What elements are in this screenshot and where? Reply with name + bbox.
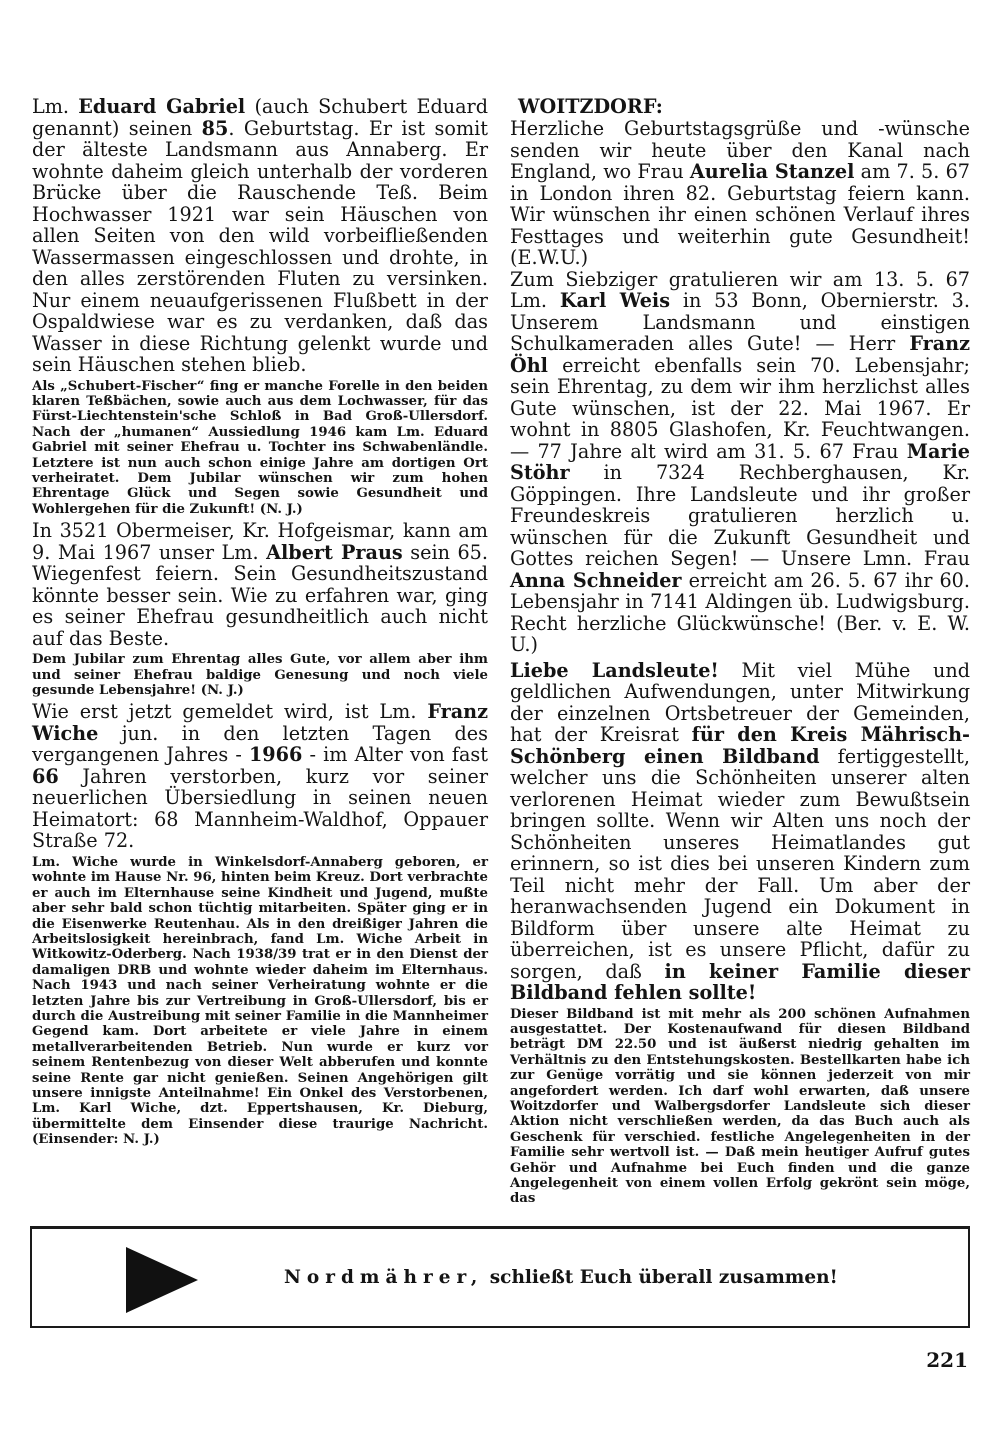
article-eduard-gabriel: Lm. Eduard Gabriel (auch Schubert Eduard genannt) seinen 85. Geburtstag. Er ist somit der älteste Landsmann aus Annaberg. Er wohnte daheim gleich unterhalb der vorderen Brücke über die Rauschende Teß. Beim Hochwasser 1921 war sein Häuschen von allen Seiten von den wild vorbeifließenden Wassermassen eingeschlossen und drohte, in den alles zerstörenden Fluten zu versinken. Nur einem neuaufgerissenen Flußbett in der Ospaldwiese war es zu verdanken, daß das Wasser in diese Richtung gelenkt wurde und sein Häuschen stehen blieb.: [32, 95, 488, 376]
note-bildband-details: Dieser Bildband ist mit mehr als 200 schönen Aufnahmen ausgestattet. Der Kostenaufwand für diesen Bildband beträgt DM 22.50 und ist äußerst niedrig gehalten im Verhältnis zu den Entstehungskosten. Bestellkarten habe ich zur Genüge vorrätig und sie können jederzeit von mir angefordert werden. Ich darf wohl erwarten, daß unsere Woitzdorfer und Walbergsdorfer Landsleute sich dieser Aktion nicht verschließen werden, da das Buch auch als Geschenk für verschied. festliche Angelegenheiten in der Familie sehr wertvoll ist. — Daß mein heutiger Aufruf gutes Gehör und Aufnahme bei Euch finden und die ganze Angelegenheit von einem vollen Erfolg gekrönt sein möge, das: [510, 1006, 970, 1207]
left-column: [32, 96, 488, 1151]
article-albert-praus: In 3521 Obermeiser, Kr. Hofgeismar, kann am 9. Mai 1967 unser Lm. Albert Praus sein 65. Wiegenfest feiern. Sein Gesundheitszustand könnte besser sein. Wie zu erfahren war, ging es seiner Ehefrau gesundheitlich auch nicht auf das Beste.: [32, 519, 488, 650]
article-franz-wiche: Wie erst jetzt gemeldet wird, ist Lm. Franz Wiche jun. in den letzten Tagen des vergangenen Jahres - 1966 - im Alter von fast 66 Jahren verstorben, kurz vor seiner neuerlichen Übersiedlung in seinen neuen Heimatort: 68 Mannheim-Waldhof, Oppauer Straße 72.: [32, 700, 488, 853]
slogan-banner: [30, 1226, 970, 1328]
note-schubert-fischer: Als „Schubert-Fischer“ fing er manche Forelle in den beiden klaren Teßbächen, sowie auch aus dem Lochwasser, für das Fürst-Liechtenstein'sche Schloß in Bad Groß-Ullersdorf. Nach der „humanen“ Aussiedlung 1946 kam Lm. Eduard Gabriel mit seiner Ehefrau u. Tochter ins Schwabenländle. Letztere ist nun auch schon einige Jahre am dortigen Ort verheiratet. Dem Jubilar wünschen wir zum hohen Ehrentage Glück und Segen sowie Gesundheit und Wohlergehen für die Zukunft! (N. J.): [32, 378, 488, 517]
banner-slogan: Nordmährer, schließt Euch überall zusammen!: [284, 1267, 838, 1288]
page-number: 221: [926, 1348, 968, 1372]
article-bildband-appeal: Liebe Landsleute! Mit viel Mühe und geldlichen Aufwendungen, unter Mitwirkung der einzelnen Ortsbetreuer der Gemeinden, hat der Kreisrat für den Kreis Mährisch-Schönberg einen Bildband fertiggestellt, welcher uns die Schönheiten unserer alten verlorenen Heimat wieder zum Bewußtsein bringen sollte. Wenn wir Alten uns noch der Schönheiten unseres Heimatlandes gut erinnern, so ist dies bei unseren Kindern zum Teil nicht mehr der Fall. Um aber der heranwachsenden Jugend ein Dokument in Bildform über unsere alte Heimat zu überreichen, ist es unsere Pflicht, dafür zu sorgen, daß in keiner Familie dieser Bildband fehlen sollte!: [510, 658, 970, 1004]
note-wiche-biography: Lm. Wiche wurde in Winkelsdorf-Annaberg geboren, er wohnte im Hause Nr. 96, hinten beim Kreuz. Dort verbrachte er auch im Elternhause seine Kindheit und Jugend, mußte aber sehr bald schon tüchtig mitarbeiten. Später ging er in die Eisenwerke Reutenhau. Als in den dreißiger Jahren die Arbeitslosigkeit hereinbrach, fand Lm. Wiche Arbeit in Witkowitz-Oderberg. Nach 1938/39 trat er in den Dienst der damaligen DRB und wohnte wieder daheim im Elternhaus. Nach 1943 und nach seiner Verheiratung wohnte er die letzten Jahre bis zur Vertreibung in Groß-Ullersdorf, bis er durch die Austreibung mit seiner Familie in die Mannheimer Gegend kam. Dort arbeitete er viele Jahre in einem metallverarbeitenden Betrieb. Nun wurde er kurz vor seinem Rentenbezug von dieser Welt abberufen und konnte seine Rente gar nicht genießen. Seinen Angehörigen gilt unsere innigste Anteilnahme! Ein Onkel des Verstorbenen, Lm. Karl Wiche, dzt. Eppertshausen, Kr. Dieburg, übermittelte dem Einsender diese traurige Nachricht. (Einsender: N. J.): [32, 854, 488, 1148]
arrow-icon: [126, 1247, 198, 1313]
article-aurelia-stanzel: Herzliche Geburtstagsgrüße und -wünsche senden wir heute über den Kanal nach England, wo Frau Aurelia Stanzel am 7. 5. 67 in London ihren 82. Geburtstag feiern kann. Wir wünschen ihr einen schönen Verlauf ihres Festtages und weiterhin gute Gesundheit! (E.W.U.): [510, 117, 970, 269]
note-jubilar-wishes: Dem Jubilar zum Ehrentag alles Gute, vor allem aber ihm und seiner Ehefrau baldige Genesung und noch viele gesunde Lebensjahre! (N. J.): [32, 652, 488, 698]
right-column: [510, 96, 970, 1210]
article-siebziger: Zum Siebziger gratulieren wir am 13. 5. 67 Lm. Karl Weis in 53 Bonn, Obernierstr. 3. Unserem Landsmann und einstigen Schulkameraden alles Gute! — Herr Franz Öhl erreicht ebenfalls sein 70. Lebensjahr; sein Ehrentag, zu dem wir ihm herzlichst alles Gute wünschen, ist der 22. Mai 1967. Er wohnt in 8805 Glashofen, Kr. Feuchtwangen. — 77 Jahre alt wird am 31. 5. 67 Frau Marie Stöhr in 7324 Rechberghausen, Kr. Göppingen. Ihre Landsleute und ihr großer Freundeskreis gratulieren herzlich u. wünschen für die Zukunft Gesundheit und Gottes reichen Segen! — Unsere Lmn. Frau Anna Schneider erreicht am 26. 5. 67 ihr 60. Lebensjahr in 7141 Aldingen üb. Ludwigsburg. Recht herzliche Glückwünsche! (Ber. v. E. W. U.): [510, 267, 970, 656]
section-heading-woitzdorf: WOITZDORF:: [518, 95, 663, 118]
